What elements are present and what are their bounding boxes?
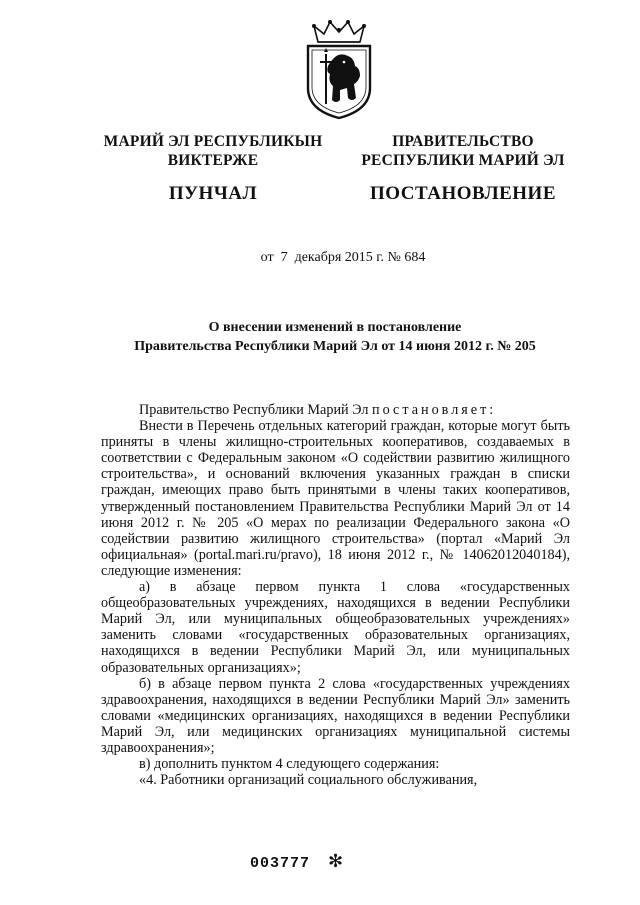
header-left-line1: МАРИЙ ЭЛ РЕСПУБЛИКЫН [103, 133, 323, 150]
body-paragraph: «4. Работники организаций социального обслуживания, [139, 772, 478, 789]
header-right-line1: ПРАВИТЕЛЬСТВО [392, 133, 534, 150]
body-paragraph: б) в абзаце первом пункта 2 слова «государственных учреждениях здравоохранения, находящихся в ведении Республики Марий Эл» заменить словами «медицинских организациях, находящихся в ведении Республики Марий Эл, или медицинских организациях муниципальной системы здравоохранения»; [101, 675, 570, 756]
header-right-line2: РЕСПУБЛИКИ МАРИЙ ЭЛ [361, 152, 565, 169]
serial-number-text: 003777 [250, 855, 311, 872]
header-left-line2: ВИКТЕРЖЕ [167, 152, 259, 169]
header-right-doc-type: ПОСТАНОВЛЕНИЕ [369, 183, 557, 204]
form-serial-number [250, 851, 344, 872]
body-paragraph: Внести в Перечень отдельных категорий граждан, которые могут быть приняты в члены жилищно-строительных кооперативов, создаваемых в соответствии с Федеральным законом «О содействии развитию жилищного строительства», и оснований включения указанных граждан в списки граждан, имеющих право быть принятыми в члены таких кооперативов, утвержденный постановлением Правительства Республики Марий Эл от 14 июня 2012 г. № 205 «О мерах по реализации Федерального закона «О содействии развитию жилищного строительства» (портал «Марий Эл официальная» (portal.mari.ru/pravo), 18 июня 2012 г., № 14062012040184), следующие изменения: [101, 418, 570, 579]
document-title [100, 318, 570, 356]
document-title-line1: О внесении изменений в постановление [208, 320, 462, 335]
asterisk-mark-icon: ✻ [328, 851, 345, 872]
document-body [101, 402, 570, 788]
body-paragraph-preamble [101, 402, 570, 418]
body-paragraph: а) в абзаце первом пункта 1 слова «государственных общеобразовательных учреждениях, находящихся в ведении Республики Марий Эл, или муниципальных общеобразовательных учреждениях» заменить словами «государственных образовательных организациях, находящихся в ведении Республики Марий Эл, или муниципальных образовательных организациях»; [101, 579, 570, 676]
document-title-line2: Правительства Республики Марий Эл от 14 июня 2012 г. № 205 [134, 339, 536, 354]
preamble-resolves: постановляет: [371, 402, 497, 418]
body-paragraph: в) дополнить пунктом 4 следующего содержания: [139, 756, 440, 773]
header-left-block [88, 132, 338, 206]
document-date-number: от 7 декабря 2015 г. № 684 [260, 250, 426, 265]
header-left-doc-type: ПУНЧАЛ [168, 183, 258, 204]
coat-of-arms-icon [300, 18, 378, 120]
preamble-text: Правительство Республики Марий Эл [139, 402, 372, 418]
header-right-block [338, 132, 588, 206]
